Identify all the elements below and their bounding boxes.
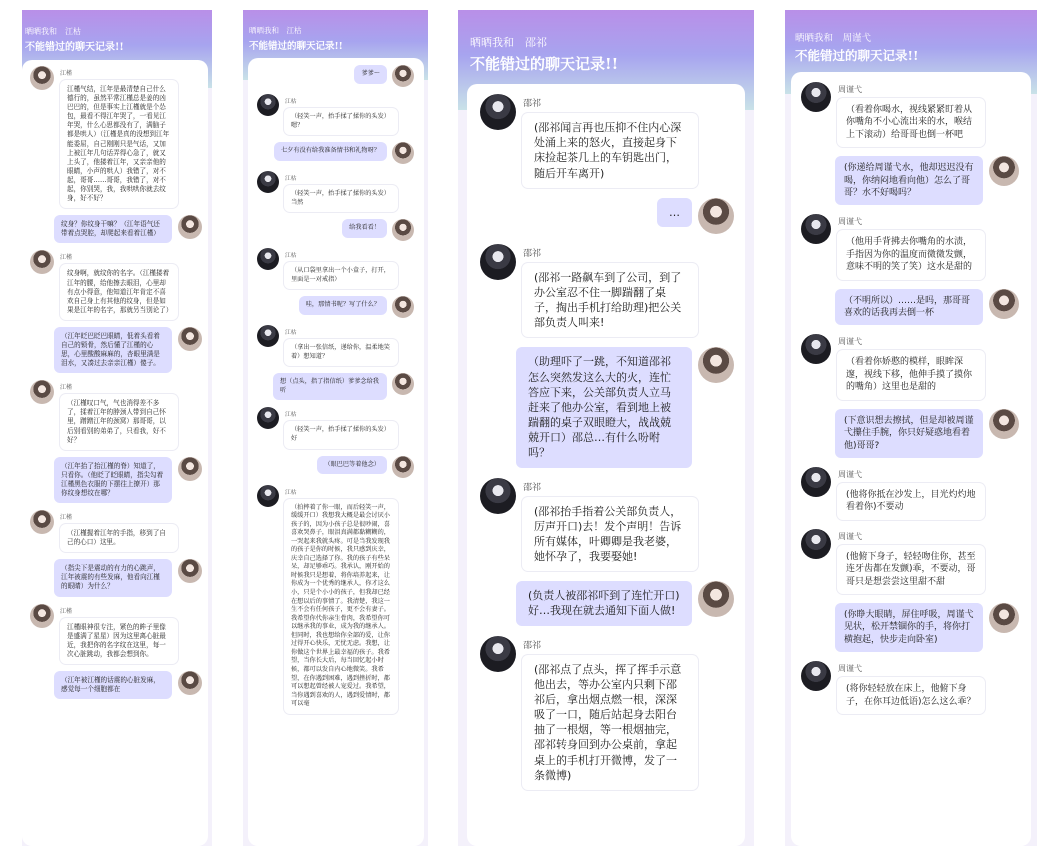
message-bubble[interactable]: 哇，那情书呢？写了什么？ [299, 296, 387, 315]
sender-name: 周谨弋 [838, 217, 862, 227]
contact-avatar[interactable] [30, 604, 54, 628]
contact-avatar[interactable] [30, 510, 54, 534]
panel-title: 不能错过的聊天记录!! [249, 41, 343, 52]
message-bubble[interactable]: （眼巴巴等着他念） [317, 456, 387, 475]
panel-title: 不能错过的聊天记录!! [795, 48, 919, 63]
message-bubble[interactable]: (邵祁点了点头，挥了挥手示意他出去，等办公室内只剩下邵祁后，拿出烟点燃一根，深深吸了一口，随后站起身去阳台抽了一根烟，等一根烟抽完，邵祁转身回到办公桌前，拿起桌上的手机打开微博，发了一条微博) [522, 655, 698, 790]
contact-avatar[interactable] [257, 94, 279, 116]
user-avatar[interactable] [698, 198, 734, 234]
contact-avatar[interactable] [30, 66, 54, 90]
sender-name: 周谨弋 [838, 664, 862, 674]
sender-name: 邵祁 [523, 248, 542, 259]
message-body [337, 219, 392, 241]
message-bubble[interactable]: (将你轻轻放在床上，他俯下身子，在你耳边低语)怎么这么乖？ [837, 677, 985, 714]
sender-name: 江枯 [285, 176, 297, 183]
user-avatar[interactable] [989, 603, 1019, 633]
panel-subtitle: 晒晒我和 江枯 [25, 27, 81, 36]
message-bubble[interactable]: (你递给周谨弋水，他却迟迟没有喝，你纳闷地看向他）怎么了哥哥？水不好喝吗？ [835, 156, 983, 205]
incoming-message [257, 325, 414, 366]
outgoing-message [30, 671, 202, 699]
panel-subtitle: 晒晒我和 周谨弋 [795, 33, 872, 44]
contact-avatar[interactable] [801, 334, 831, 364]
message-bubble[interactable]: (他俯下身子，轻轻吻住你，甚至连牙齿都在发颤)乖，不要动，哥哥只是想尝尝这里甜不甜 [837, 545, 985, 594]
incoming-message [801, 661, 1019, 714]
message-bubble[interactable]: 纹身？你纹身干嘛？（江年语气还带着点哭腔，却爬起来看着江槿） [54, 215, 172, 243]
message-body [279, 485, 403, 714]
message-list[interactable] [257, 65, 414, 721]
message-body [831, 661, 991, 714]
sender-name: 江枯 [285, 99, 297, 105]
contact-avatar[interactable] [257, 325, 279, 347]
outgoing-message [257, 65, 414, 87]
chat-panel [458, 10, 754, 846]
contact-avatar[interactable] [257, 407, 279, 429]
message-bubble[interactable]: … [657, 198, 692, 227]
chat-panel [22, 10, 212, 846]
message-list[interactable] [30, 66, 202, 706]
user-avatar[interactable] [989, 289, 1019, 319]
message-body [54, 250, 184, 319]
panel-title: 不能错过的聊天记录!! [25, 42, 124, 53]
message-bubble[interactable]: （助理吓了一跳，不知道邵祁怎么突然发这么大的火，连忙答应下来，公关部负责人立马赶来了他办公室，看到地上被踹翻的桌子双眼瞪大，战战兢兢开口）邵总…有什么吩咐吗？ [516, 347, 692, 467]
incoming-message [257, 248, 414, 289]
message-body [54, 510, 184, 552]
outgoing-message [480, 198, 734, 234]
contact-avatar[interactable] [480, 244, 516, 280]
user-avatar[interactable] [178, 559, 202, 583]
message-bubble[interactable]: 江槿气结，江年是最清楚自己什么德行的，虽然平常江槿总是姜的凶巴巴的，但是事实上江槿就是个怂包，最看不得江年哭了，一看见江年哭，什么心思都没有了，满脑子都是哄人）（江槿是真的没想到江年能委屈，自己刚刚只是气话，又加上被江年几句话弄得心急了，就又上头了，他搂着江年，又亲亲他的眼睛，小声的哄人）我错了，对不起，哥哥……哥哥，我错了，对不起，你别哭，我，我哄哄你就去纹身，好不好？ [60, 80, 178, 208]
message-bubble[interactable]: (邵祁闻言再也压抑不住内心深处涌上来的怒火，直接起身下床捡起茶几上的车钥匙出门，随后开车离开) [522, 113, 698, 188]
message-bubble[interactable]: （江槿叹口气，气也消得差不多了，揉着江年的脖颈人带到自己怀里，蹭蹭江年的颈窝）那哥哥，以后别看别的弟弟了，只看我，好不好？ [60, 394, 178, 449]
message-bubble[interactable]: （看着你喝水，视线紧紧盯着从你嘴角不小心流出来的水，喉结上下滚动）给哥哥也倒一杯吧 [837, 98, 985, 147]
contact-avatar[interactable] [257, 485, 279, 507]
message-body [54, 66, 184, 208]
sender-name: 江槿 [60, 70, 73, 77]
message-bubble[interactable]: （江年眨巴眨巴眼睛，低着头看着自己的锁骨，然后懂了江槿的心思，心里酸酸麻麻的，杏眼里满是泪水，又凑过去亲亲江槿）傻子。 [54, 327, 172, 373]
message-body [831, 334, 991, 399]
outgoing-message [801, 156, 1019, 205]
user-avatar[interactable] [392, 296, 414, 318]
message-bubble[interactable]: (邵祁抬手指着公关部负责人，厉声开口)去！发个声明！告诉所有媒体，叶卿卿是我老婆，她怀孕了，我要娶她! [522, 497, 698, 572]
message-body [268, 373, 392, 400]
user-avatar[interactable] [698, 581, 734, 617]
sender-name: 周谨弋 [838, 469, 862, 479]
message-bubble[interactable]: （轻笑一声，抬手揉了揉你的头发）好 [284, 421, 398, 448]
message-body [831, 82, 991, 147]
user-avatar[interactable] [392, 142, 414, 164]
contact-avatar[interactable] [480, 94, 516, 130]
sender-name: 周谨弋 [838, 85, 862, 94]
message-body [831, 214, 991, 279]
user-avatar[interactable] [178, 671, 202, 695]
message-bubble[interactable]: （指尖下是震动的有力的心跳声，江年被震的有些发麻，他看向江槿的眼睛）为什么？ [54, 559, 172, 596]
outgoing-message [257, 373, 414, 400]
message-bubble[interactable]: （轻笑一声，抬手揉了揉你的头发）嗯？ [284, 108, 398, 135]
contact-avatar[interactable] [30, 250, 54, 274]
message-bubble[interactable]: （江年被江槿的话震的心脏发麻，感觉每一个细胞都在 [54, 671, 172, 699]
message-list[interactable] [801, 82, 1019, 723]
incoming-message [801, 82, 1019, 147]
message-bubble[interactable]: （看着你娇憨的模样，眼眸深邃，视线下移，他伸手摸了摸你的嘴角）这里也是甜的 [837, 350, 985, 399]
outgoing-message [480, 347, 734, 467]
message-body [516, 244, 704, 338]
contact-avatar[interactable] [801, 661, 831, 691]
message-bubble[interactable]: （拍摔着了你一眼，而后轻笑一声，缓缓开口）我想我大概是最会讨厌小孩子的，因为小孩子总是很吵闹，喜喜欢哭鼻子，眼泪真满都黏糊糊的，一哭起来我就头疼。可是当我发现我的孩子是你的时候，我只感到庆幸，庆幸自己选择了你。我的孩子有些呆呆，却足够乖巧。我承认，刚开始的时候我只是想着，将你培养起来，让你成为一个优秀的继承人，你才这么小，只是个小小的孩子，但我却已经在想以后的事情了。我清楚，我这一生不会有任何孩子，更不会有妻子。我希望你代你亲生骨肉，我希望你可以继承我的事业，成为我的继承人。但同时，我也想给你全部的爱，让你过得开心快乐，无忧无虑。我想，让你做这个世界上最幸福的孩子。我希望，当你长大后，每当回忆起小时候，都可以发自内心地微笑。我希望，在你遇到困难，遇到挫折时，都可以想起曾经被人宠爱过。我希望，当你遇到喜欢的人，遇到爱情时，都可以毫 [284, 499, 398, 714]
panel-title: 不能错过的聊天记录!! [470, 55, 619, 73]
message-body [516, 478, 704, 572]
incoming-message [480, 94, 734, 188]
incoming-message [30, 510, 202, 552]
user-avatar[interactable] [698, 347, 734, 383]
message-bubble[interactable]: （拿出一张信纸，递给你，温柔地笑着）想知道？ [284, 339, 398, 366]
outgoing-message [30, 559, 202, 596]
message-bubble[interactable]: （他用手背拂去你嘴角的水渍，手指因为你的温度而微微发颤，意味不明的笑了笑）这水是甜的 [837, 230, 985, 279]
message-body [279, 325, 403, 366]
incoming-message [257, 171, 414, 212]
message-body [510, 347, 698, 467]
message-body [831, 529, 991, 594]
sender-name: 江枯 [285, 330, 297, 337]
message-bubble[interactable]: (下意识想去擦拭，但是却被周谨弋攥住手腕，你只好疑惑地看着他)哥哥? [835, 409, 983, 458]
message-body [48, 671, 178, 699]
message-bubble[interactable]: (你睁大眼睛，屏住呼吸，周谨弋见状，松开禁锢你的手，将你打横抱起，快步走向卧室) [835, 603, 983, 652]
message-bubble[interactable]: （江槿握着江年的手指，移到了自己的心口）这里。 [60, 524, 178, 552]
message-body [349, 65, 392, 87]
message-bubble[interactable]: (他将你抵在沙发上，目光灼灼地看着你)不要动 [837, 483, 985, 520]
message-list[interactable] [480, 94, 734, 800]
user-avatar[interactable] [392, 219, 414, 241]
incoming-message [257, 407, 414, 448]
incoming-message [30, 380, 202, 449]
sender-name: 江枯 [285, 489, 297, 496]
outgoing-message [257, 219, 414, 241]
sender-name: 江枯 [285, 412, 297, 419]
incoming-message [801, 529, 1019, 594]
sender-name: 江槿 [60, 607, 73, 615]
message-body [516, 94, 704, 188]
message-body [294, 296, 392, 318]
incoming-message [801, 334, 1019, 399]
incoming-message [30, 66, 202, 208]
contact-avatar[interactable] [257, 248, 279, 270]
message-body [829, 289, 989, 326]
incoming-message [30, 250, 202, 319]
message-body [48, 215, 178, 243]
message-body [48, 559, 178, 596]
sender-name: 江槿 [60, 514, 73, 522]
message-bubble[interactable]: 爹爹～ [354, 65, 387, 84]
contact-avatar[interactable] [801, 529, 831, 559]
sender-name: 江枯 [285, 253, 297, 260]
message-body [279, 407, 403, 448]
message-body [279, 94, 403, 135]
outgoing-message [480, 581, 734, 625]
message-body [48, 327, 178, 373]
outgoing-message [801, 603, 1019, 652]
message-bubble[interactable]: （轻笑一声，抬手揉了揉你的头发）当然 [284, 185, 398, 212]
message-body [48, 457, 178, 503]
message-bubble[interactable]: 七夕有没有给我准备情书和礼物呀？ [274, 142, 387, 161]
message-body [829, 156, 989, 205]
message-bubble[interactable]: （江年抬了抬江槿的脊）知道了，只看你。（他眨了眨眼睛，指尖勾着江槿黑色衣服的下摆往上撩开）那你纹身想纹在哪？ [54, 457, 172, 503]
panel-subtitle: 晒晒我和 邵祁 [470, 36, 547, 49]
message-bubble[interactable]: 纹身啊，就纹你的名字。（江槿搂着江年的腰，给他擦去眼泪，心里却有点小得意，他知道江年肯定不喜欢自己身上有其他的纹身，但是如果是江年的名字，那就另当别论了） [60, 264, 178, 319]
message-body [651, 198, 698, 234]
message-bubble[interactable]: 江槿眼神很专注，紧色的眸子里像是盛满了星星）因为这里离心脏最近，我把你的名字纹在这里，每一次心脏跳动，我都会想到你。 [60, 618, 178, 664]
contact-avatar[interactable] [801, 214, 831, 244]
incoming-message [480, 636, 734, 790]
message-bubble[interactable]: （不明所以）……是吗，那哥哥喜欢的话我再去倒一杯 [835, 289, 983, 326]
outgoing-message [801, 289, 1019, 326]
contact-avatar[interactable] [480, 636, 516, 672]
sender-name: 江槿 [60, 254, 73, 262]
chat-panel [243, 10, 428, 846]
outgoing-message [257, 296, 414, 318]
incoming-message [30, 604, 202, 664]
outgoing-message [30, 327, 202, 373]
outgoing-message [801, 409, 1019, 458]
message-body [279, 171, 403, 212]
incoming-message [480, 478, 734, 572]
message-body [510, 581, 698, 625]
message-body [829, 409, 989, 458]
contact-avatar[interactable] [801, 467, 831, 497]
sender-name: 邵祁 [523, 482, 542, 493]
sender-name: 周谨弋 [838, 337, 862, 347]
user-avatar[interactable] [989, 409, 1019, 439]
contact-avatar[interactable] [480, 478, 516, 514]
sender-name: 周谨弋 [838, 531, 862, 541]
message-bubble[interactable]: (邵祁一路飙车到了公司，到了办公室忍不住一脚踹翻了桌子，掏出手机打给助理)把公关部负责人叫来! [522, 263, 698, 338]
user-avatar[interactable] [178, 327, 202, 351]
sender-name: 邵祁 [523, 99, 542, 109]
contact-avatar[interactable] [801, 82, 831, 112]
incoming-message [257, 485, 414, 714]
message-body [54, 380, 184, 449]
sender-name: 江槿 [60, 384, 73, 392]
message-bubble[interactable]: 给我看看！ [342, 219, 387, 238]
user-avatar[interactable] [178, 215, 202, 239]
incoming-message [257, 94, 414, 135]
message-body [831, 467, 991, 520]
panel-subtitle: 晒晒我和 江枯 [249, 26, 302, 35]
message-body [516, 636, 704, 790]
contact-avatar[interactable] [30, 380, 54, 404]
outgoing-message [257, 456, 414, 478]
incoming-message [801, 467, 1019, 520]
sender-name: 邵祁 [523, 640, 542, 651]
user-avatar[interactable] [989, 156, 1019, 186]
user-avatar[interactable] [392, 65, 414, 87]
contact-avatar[interactable] [257, 171, 279, 193]
incoming-message [801, 214, 1019, 279]
outgoing-message [30, 457, 202, 503]
message-bubble[interactable]: 想（点头，指了指信纸）爹爹念给我听 [273, 373, 387, 400]
message-body [279, 248, 403, 289]
message-bubble[interactable]: (负责人被邵祁吓到了连忙开口)好…我现在就去通知下面人做! [516, 581, 692, 625]
user-avatar[interactable] [178, 457, 202, 481]
user-avatar[interactable] [392, 373, 414, 395]
user-avatar[interactable] [392, 456, 414, 478]
chat-panel [785, 10, 1037, 846]
message-body [269, 142, 392, 164]
message-bubble[interactable]: （从口袋里拿出一个小盒子，打开，里面是一对戒指） [284, 262, 398, 289]
outgoing-message [257, 142, 414, 164]
message-body [54, 604, 184, 664]
message-body [829, 603, 989, 652]
outgoing-message [30, 215, 202, 243]
incoming-message [480, 244, 734, 338]
message-body [312, 456, 392, 478]
